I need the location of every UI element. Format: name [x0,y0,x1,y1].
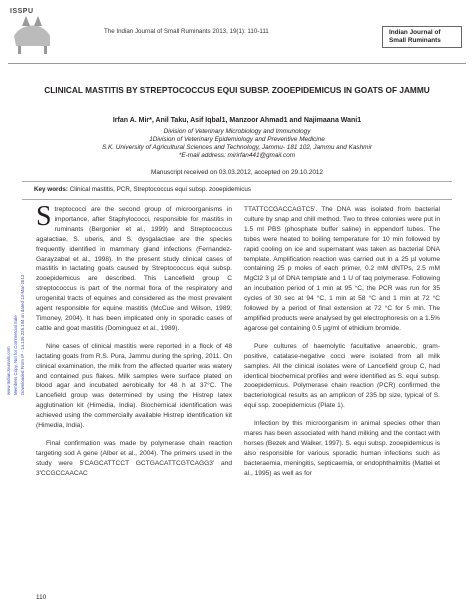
article-title: CLINICAL MASTITIS BY STREPTOCOCCUS EQUI SUBSP. ZOOEPIDEMICUS IN GOATS OF JAMMU [44,85,430,95]
body-paragraph: TTATTCCGACCAGTC5'. The DNA was isolated from bacterial culture by snap and chill method. Two to three colonies were put in 1.5 ml PBS (phosphate buffer saline) in eppendorf tubes. The tubes were heated to boiling temperature for 10 min followed by rapid cooling on ice and supernatant was taken as bacterial DNA template. Amplification reaction was carried out in a 25 µl volume containing 25 p moles of each primer, 0.2 mM dNTPs, 2.5 mM MgCl2 3 µl of DNA template and 1 U of taq polymerase. Following an incubation period of 1 min at 95 °C, the PCR was run for 35 cycles of 30 sec at 94 °C, 1 min at 58 °C and 1 min at 72 °C followed by a period of final extension at 72 °C for 5 min. The amplified products were analysed by gel electrophoresis on a 1.5% agarose gel containing 0.5 µg/ml of ethidium bromide. [244,206,440,332]
watermark-copy-note: Members Copy, Not for Commercial Sale [13,315,18,395]
section-divider [22,181,452,182]
author-email: *E-mail address: mirirfan441@gmail.com [178,152,296,159]
journal-name-box: Indian Journal of Small Ruminants [382,26,462,48]
body-paragraph: Infection by this microorganism in animal species other than mares has been associated with hand milking and the contact with horses (Bezek and Walker, 1997). S. equi subsp. zooepidemicus is also responsible for various sporadic human infections such as bacteraemia, meningitis, septicaemia, or endophthalmitis (Mattei et al., 1995) as well as for [244,420,440,477]
body-paragraph: Nine cases of clinical mastitis were reported in a flock of 48 lactating goats from R.S. Pura, Jammu during the spring, 2011. On clinical examination, the milk from the affected quarter was watery and contained pus flakes. Milk samples were surface plated on blood agar and incubated aerobically for 48 h at 37°C. The Lancefield group was determined by using the Histrep latex agglutination kit (Himedia, India). Biochemical identification was achieved using the commercially available Histrep identification kit (Himedia, India). [36,342,232,430]
page-number: 110 [36,594,47,601]
affiliation-line: Division of Veterinary Microbiology and Immunology [163,128,311,135]
left-column [36,201,232,487]
body-paragraph: Streptococci are the second group of microorganisms in importance, after Staphylococci, responsible for mastitis in ruminants (Bergonier et al., 1999) and Streptococcus agalactiae, S. uberis, and S. dysgalactiae are the species frequently identified in mammary gland infections (Fernandez-Garayzabal et al., 1998). In the present study clinical cases of mastitis in lactating goats caused by Streptococcus equi subsp. zooepidemicus are described. This Lancefield group C streptococcus is part of the normal flora of the respiratory and urogenital tracts of equines and considered as the most prevalent agent responsible for equine mastitis (McCue and Wilson, 1989; Timoney, 2004). It has been implicated only in sporadic cases of cattle and goat mastitis (Dominguez et al., 1989). [36,201,232,332]
section-divider [22,199,452,200]
watermark-download-note: Downloaded From IP - 14.139.225.194 on dated 13-Mar-2013 [20,274,25,395]
keywords-line [34,186,251,193]
header-divider [8,63,466,64]
affiliation-line: 1Division of Veterinary Epidemiology and Preventive Medicine [149,136,325,143]
journal-citation: The Indian Journal of Small Ruminants 2013, 19(1): 110-111 [104,28,269,35]
download-watermark [4,205,34,395]
right-column [244,205,440,487]
keywords-label: Key words: [34,186,68,193]
watermark-url[interactable]: www.IndianJournals.com [6,346,11,395]
logo-text: ISSPU [10,8,34,15]
manuscript-dates: Manuscript received on 03.03.2012, accepted on 29.10.2012 [151,169,323,176]
article-authors: Irfan A. Mir*, Anil Taku, Asif Iqbal1, Manzoor Ahmad1 and Najimaana Wani1 [112,117,362,124]
body-paragraph: Pure cultures of haemolytic facultative anaerobic, gram-positive, catalase-negative cocci were isolated from all milk samples. All the clinical isolates were of Lancefield group C, had identical biochemical profiles and were identified as S. equi subsp. zooepidemicus. Polymerase chain reaction (PCR) confirmed the bacteriological results as an amplicon of 235 bp size, typical of S. equi ssp. zooepidemicus (Plate 1). [244,342,440,410]
keywords-text: Clinical mastitis, PCR, Streptococcus equi subsp. zooepidemicus [69,186,251,193]
affiliation-line: S.K. University of Agricultural Sciences and Technology, Jammu- 181 102, Jammu and Kashmir [101,144,373,151]
body-paragraph: Final confirmation was made by polymerase chain reaction targeting sod A gene (Alber et al., 2004). The primers used in the study were 5'CAGCATTCCT GCTGACATTCGTCAGG3' and 3'CCGCCAACAC [36,439,232,477]
drop-cap: S [36,201,52,232]
